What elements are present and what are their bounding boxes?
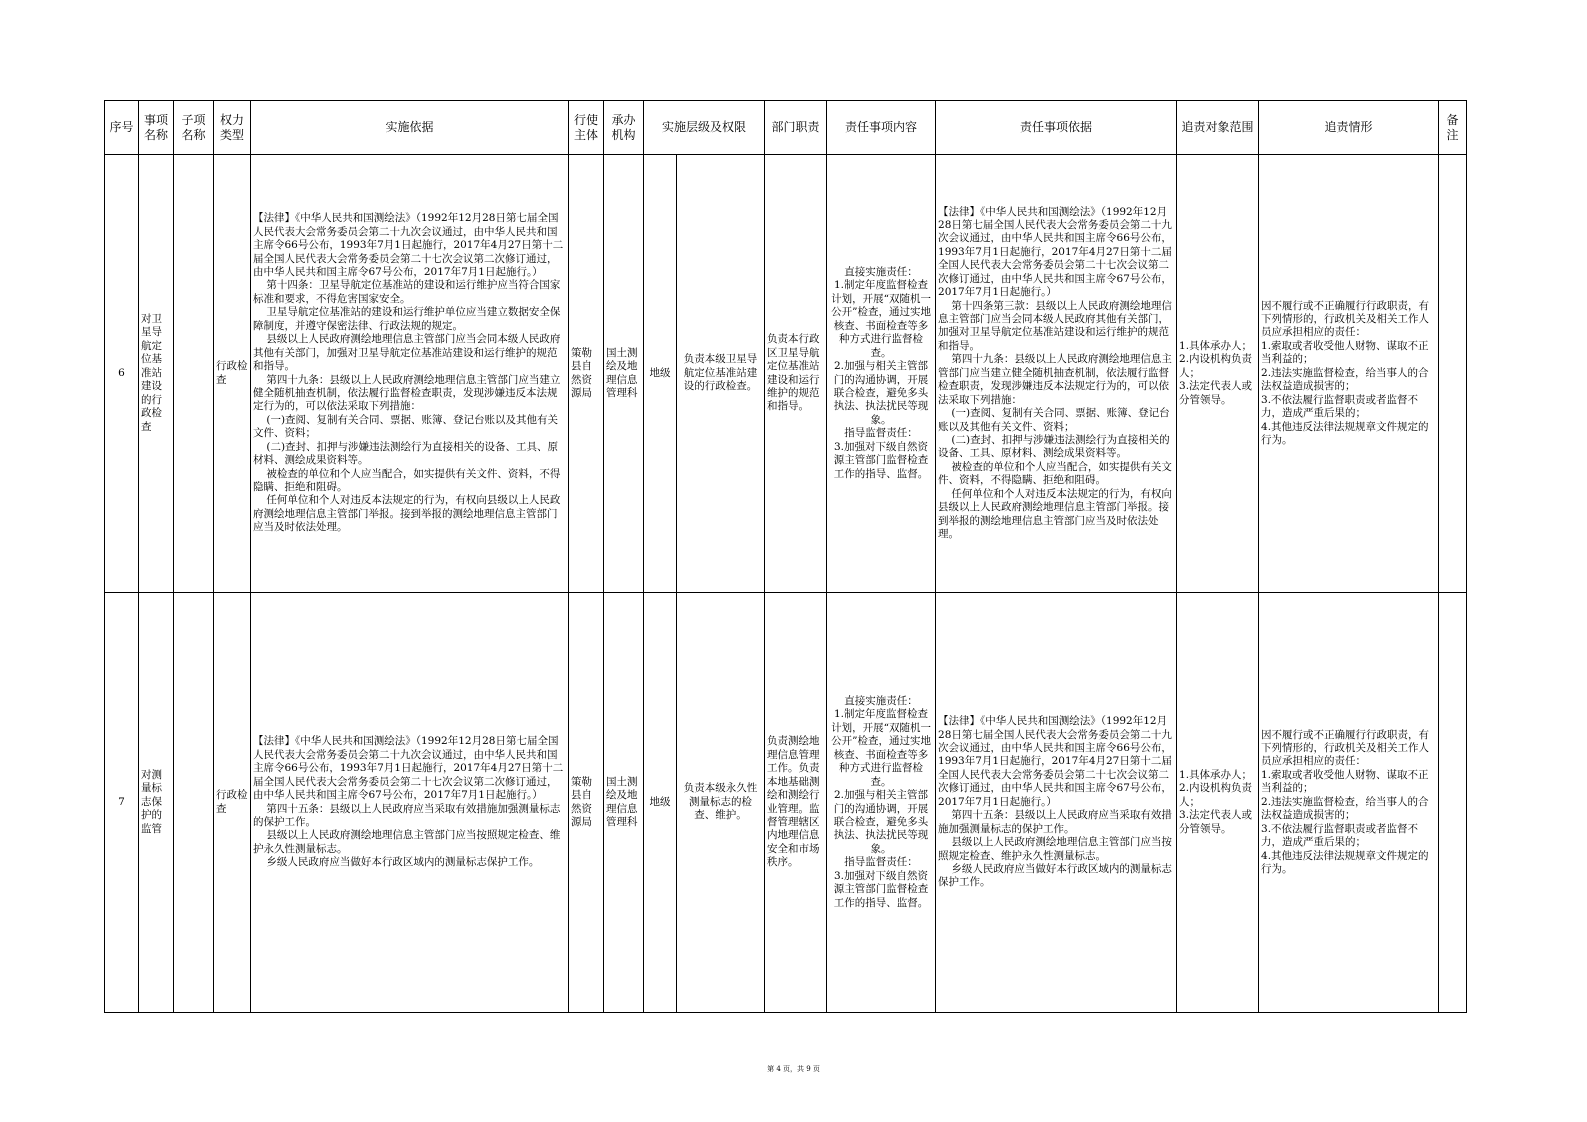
header-row [105,101,1467,155]
row-sub-name [174,155,214,593]
row-item-name: 对测量标志保护的监管 [139,593,174,1013]
header-level: 实施层级及权限 [644,101,765,155]
row-resp-content: 直接实施责任： 1.制定年度监督检查计划，开展“双随机一公开”检查，通过实地核查、书面检查等多种方式进行监督检查。 2.加强与相关主管部门的沟通协调，开展联合检查，避免多头执法、执法扰民等现象。 指导监督责任： 3.加强对下级自然资源主管部门监督检查工作的指导、监督。 [827,155,936,593]
row-agency: 国土测绘及地理信息管理科 [604,155,644,593]
row-seq: 7 [105,593,139,1013]
row-level-detail: 负责本级永久性测量标志的检查、维护。 [677,593,765,1013]
row-accountable: 1.具体承办人； 2.内设机构负责人； 3.法定代表人或分管领导。 [1177,593,1259,1013]
row-situation: 因不履行或不正确履行行政职责，有下列情形的，行政机关及相关工作人员应承担相应的责任： 1.索取或者收受他人财物、谋取不正当利益的； 2.违法实施监督检查，给当事人的合法权益造成损害的； 3.不依法履行监督职责或者监督不力，造成严重后果的； 4.其他违反法律法规规章文件规定的行为。 [1259,593,1439,1013]
header-situation: 追责情形 [1259,101,1439,155]
row-situation: 因不履行或不正确履行行政职责，有下列情形的，行政机关及相关工作人员应承担相应的责任： 1.索取或者收受他人财物、谋取不正当利益的； 2.违法实施监督检查，给当事人的合法权益造成损害的； 3.不依法履行监督职责或者监督不力，造成严重后果的； 4.其他违反法律法规规章文件规定的行为。 [1259,155,1439,593]
table-row [105,593,1467,1013]
row-remark [1439,593,1467,1013]
row-accountable: 1.具体承办人； 2.内设机构负责人； 3.法定代表人或分管领导。 [1177,155,1259,593]
header-resp-basis: 责任事项依据 [936,101,1177,155]
row-subject: 策勒县自然资源局 [569,593,604,1013]
header-resp-content: 责任事项内容 [827,101,936,155]
header-remark: 备注 [1439,101,1467,155]
row-level: 地级 [644,155,677,593]
row-basis: 【法律】《中华人民共和国测绘法》（1992年12月28日第七届全国人民代表大会常务委员会第二十九次会议通过，由中华人民共和国主席令66号公布，1993年7月1日起施行，2017年4月27日第十二届全国人民代表大会常务委员会第二十七次会议第二次修订通过，由中华人民共和国主席令67号公布，2017年7月1日起施行。） 第四十五条：县级以上人民政府应当采取有效措施加强测量标志的保护工作。 县级以上人民政府测绘地理信息主管部门应当按照规定检查、维护永久性测量标志。 乡级人民政府应当做好本行政区域内的测量标志保护工作。 [251,593,569,1013]
row-duty: 负责本行政区卫星导航定位基准站建设和运行维护的规范和指导。 [765,155,827,593]
header-seq: 序号 [105,101,139,155]
row-agency: 国土测绘及地理信息管理科 [604,593,644,1013]
row-resp-basis: 【法律】《中华人民共和国测绘法》（1992年12月28日第七届全国人民代表大会常务委员会第二十九次会议通过，由中华人民共和国主席令66号公布，1993年7月1日起施行，2017年4月27日第十二届全国人民代表大会常务委员会第二十七次会议第二次修订通过，由中华人民共和国主席令67号公布，2017年7月1日起施行。） 第十四条第三款：县级以上人民政府测绘地理信息主管部门应当会同本级人民政府其他有关部门，加强对卫星导航定位基准站建设和运行维护的规范和指导。 第四十九条：县级以上人民政府测绘地理信息主管部门应当建立健全随机抽查机制，依法履行监督检查职责，发现涉嫌违反本法规定行为的，可以依法采取下列措施： (一)查阅、复制有关合同、票据、账簿、登记台账以及其他有关文件、资料； (二)查封、扣押与涉嫌违法测绘行为直接相关的设备、工具、原材料、测绘成果资料等。 被检查的单位和个人应当配合，如实提供有关文件、资料，不得隐瞒、拒绝和阻碍。 任何单位和个人对违反本法规定的行为，有权向县级以上人民政府测绘地理信息主管部门举报。接到举报的测绘地理信息主管部门应当及时依法处理。 [936,155,1177,593]
header-power-type: 权力类型 [214,101,251,155]
row-level: 地级 [644,593,677,1013]
row-power-type: 行政检查 [214,155,251,593]
row-duty: 负责测绘地理信息管理工作。负责本地基础测绘和测绘行业管理。监督管理辖区内地理信息安全和市场秩序。 [765,593,827,1013]
responsibility-table [104,100,1467,1013]
row-power-type: 行政检查 [214,593,251,1013]
table-row [105,155,1467,593]
row-item-name: 对卫星导航定位基准站建设的行政检查 [139,155,174,593]
header-basis: 实施依据 [251,101,569,155]
header-item-name: 事项名称 [139,101,174,155]
header-duty: 部门职责 [765,101,827,155]
row-resp-content: 直接实施责任： 1.制定年度监督检查计划，开展“双随机一公开”检查，通过实地核查、书面检查等多种方式进行监督检查。 2.加强与相关主管部门的沟通协调，开展联合检查，避免多头执法、执法扰民等现象。 指导监督责任： 3.加强对下级自然资源主管部门监督检查工作的指导、监督。 [827,593,936,1013]
header-subject: 行使主体 [569,101,604,155]
row-seq: 6 [105,155,139,593]
header-accountable: 追责对象范围 [1177,101,1259,155]
page-number: 第 4 页，共 9 页 [767,1065,820,1073]
row-basis: 【法律】《中华人民共和国测绘法》（1992年12月28日第七届全国人民代表大会常务委员会第二十九次会议通过，由中华人民共和国主席令66号公布，1993年7月1日起施行，2017年4月27日第十二届全国人民代表大会常务委员会第二十七次会议第二次修订通过，由中华人民共和国主席令67号公布，2017年7月1日起施行。） 第十四条：卫星导航定位基准站的建设和运行维护应当符合国家标准和要求，不得危害国家安全。 卫星导航定位基准站的建设和运行维护单位应当建立数据安全保障制度，并遵守保密法律、行政法规的规定。 县级以上人民政府测绘地理信息主管部门应当会同本级人民政府其他有关部门，加强对卫星导航定位基准站建设和运行维护的规范和指导。 第四十九条：县级以上人民政府测绘地理信息主管部门应当建立健全随机抽查机制，依法履行监督检查职责，发现涉嫌违反本法规定行为的，可以依法采取下列措施： (一)查阅、复制有关合同、票据、账簿、登记台账以及其他有关文件、资料； (二)查封、扣押与涉嫌违法测绘行为直接相关的设备、工具、原材料、测绘成果资料等。 被检查的单位和个人应当配合，如实提供有关文件、资料，不得隐瞒、拒绝和阻碍。 任何单位和个人对违反本法规定的行为，有权向县级以上人民政府测绘地理信息主管部门举报。接到举报的测绘地理信息主管部门应当及时依法处理。 [251,155,569,593]
header-agency: 承办机构 [604,101,644,155]
row-remark [1439,155,1467,593]
row-sub-name [174,593,214,1013]
row-subject: 策勒县自然资源局 [569,155,604,593]
row-level-detail: 负责本级卫星导航定位基准站建设的行政检查。 [677,155,765,593]
row-resp-basis: 【法律】《中华人民共和国测绘法》（1992年12月28日第七届全国人民代表大会常务委员会第二十九次会议通过，由中华人民共和国主席令66号公布，1993年7月1日起施行，2017年4月27日第十二届全国人民代表大会常务委员会第二十七次会议第二次修订通过，由中华人民共和国主席令67号公布，2017年7月1日起施行。） 第四十五条：县级以上人民政府应当采取有效措施加强测量标志的保护工作。 县级以上人民政府测绘地理信息主管部门应当按照规定检查、维护永久性测量标志。 乡级人民政府应当做好本行政区域内的测量标志保护工作。 [936,593,1177,1013]
header-sub-name: 子项名称 [174,101,214,155]
